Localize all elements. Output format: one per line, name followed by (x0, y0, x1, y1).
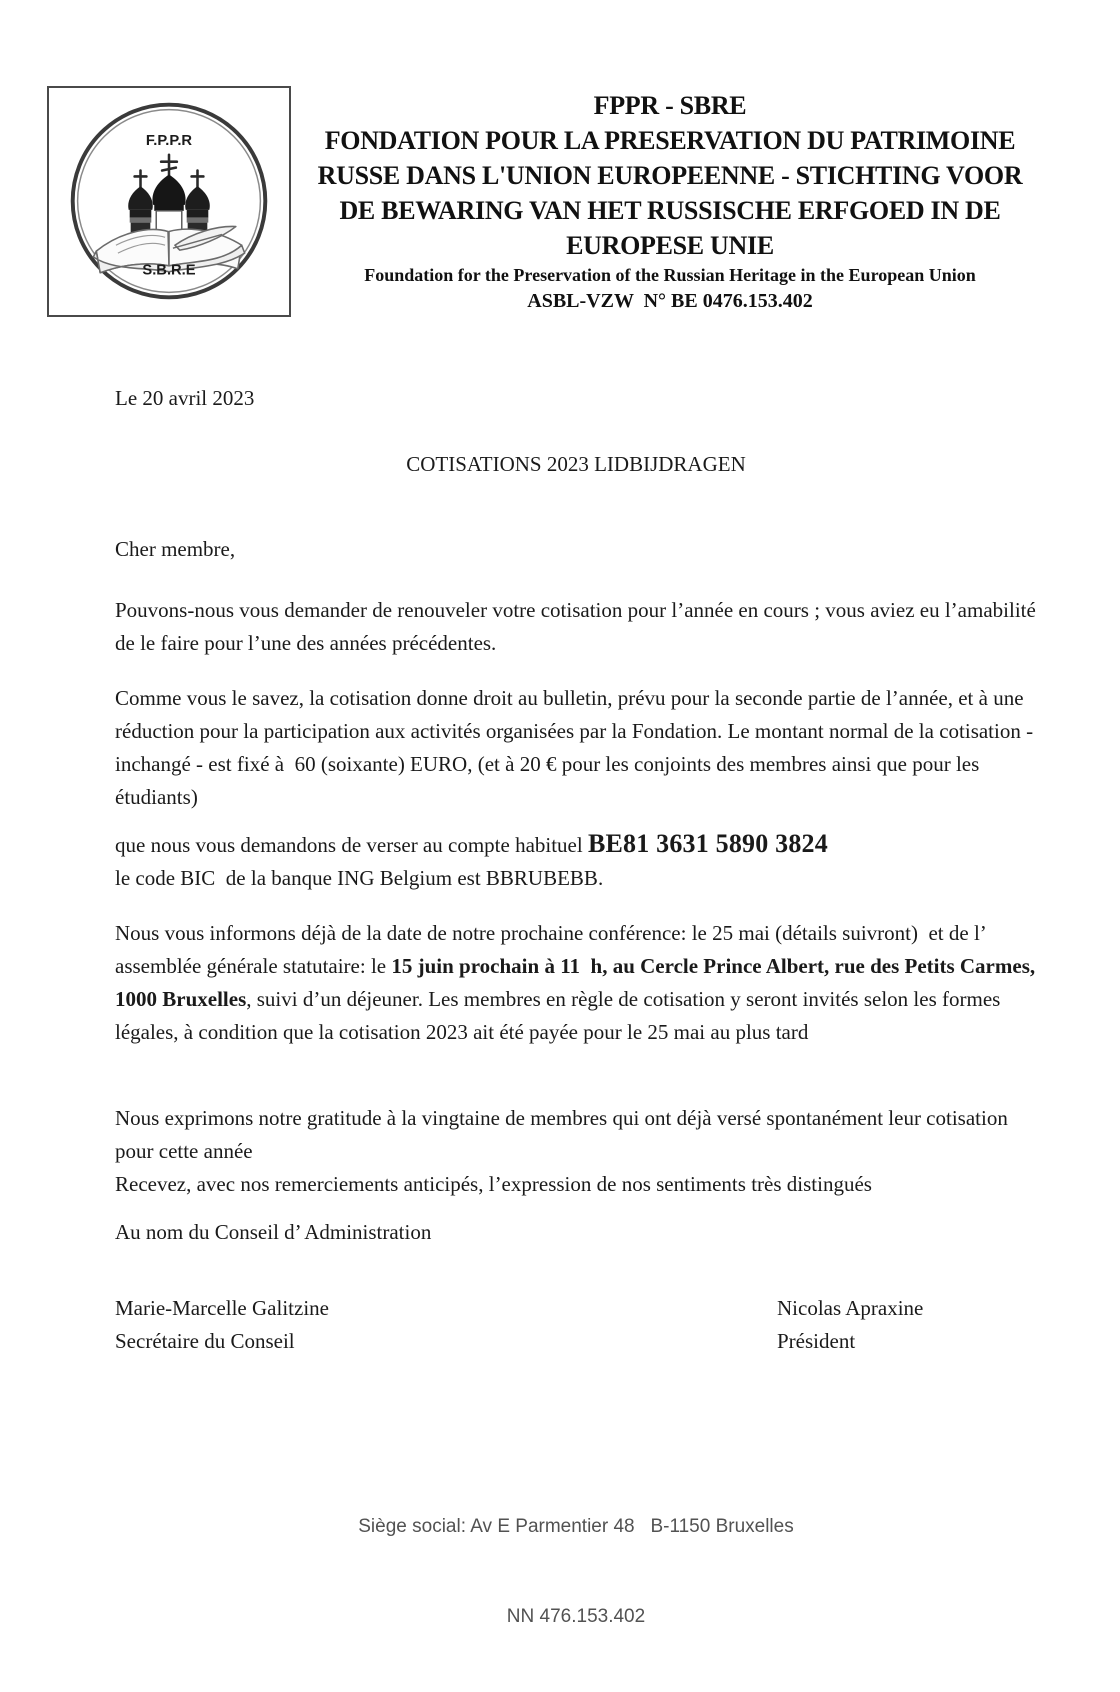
paragraph-agenda (115, 917, 1041, 1049)
account-text: que nous vous demandons de verser au compte habituel (115, 833, 588, 857)
footer (115, 1452, 1037, 1692)
gratitude-text: Nous exprimons notre gratitude à la vingtaine de membres qui ont déjà versé spontanément leur cotisation pour cette année (115, 1106, 1014, 1163)
president-name: Nicolas Apraxine (777, 1296, 924, 1320)
org-full-name-line3: DE BEWARING VAN HET RUSSISCHE ERFGOED IN DE (339, 196, 1001, 225)
agenda-meeting-details: 15 juin prochain à 11 h, au Cercle Prince Albert, rue des Petits Carmes, 1000 Bruxelles (115, 954, 1041, 1011)
logo-top-label: F.P.P.R (145, 132, 193, 149)
signature-block-secretary (115, 1292, 565, 1358)
fppr-sbre-logo-icon (49, 88, 289, 315)
org-full-name-line4: EUROPESE UNIE (566, 231, 774, 260)
letter-date: Le 20 avril 2023 (115, 386, 255, 410)
org-full-name-line1: FONDATION POUR LA PRESERVATION DU PATRIMOINE (324, 126, 1016, 155)
signature-block-president (777, 1292, 1107, 1358)
logo-bottom-label: S.B.R.E (142, 262, 196, 279)
letterhead (296, 88, 1044, 315)
salutation: Cher membre, (115, 537, 236, 561)
letter-subject: COTISATIONS 2023 LIDBIJDRAGEN (406, 452, 746, 476)
iban-number: BE81 3631 5890 3824 (587, 829, 828, 858)
closing-line: Au nom du Conseil d’ Administration (115, 1220, 432, 1244)
bic-text: le code BIC de la banque ING Belgium est BBRUBEBB. (115, 866, 604, 890)
footer-national-number: NN 476.153.402 (506, 1606, 646, 1627)
org-registration-number: ASBL-VZW N° BE 0476.153.402 (527, 290, 813, 312)
secretary-title: Secrétaire du Conseil (115, 1329, 295, 1353)
agenda-text-2: , suivi d’un déjeuner. Les membres en règle de cotisation y seront invités selon les formes légales, à condition que la cotisation 2023 ait été payée pour le 25 mai au plus tard (115, 987, 1006, 1044)
valediction-text: Recevez, avec nos remerciements anticipés, l’expression de nos sentiments très distingués (115, 1172, 872, 1196)
agenda-text-1: Nous vous informons déjà de la date de notre prochaine conférence: le 25 mai (détails suivront) et de l’ assemblée générale statutaire: le (115, 921, 991, 978)
footer-address: Siège social: Av E Parmentier 48 B-1150 Bruxelles (358, 1516, 794, 1537)
org-short-name: FPPR - SBRE (593, 91, 747, 120)
secretary-name: Marie-Marcelle Galitzine (115, 1296, 329, 1320)
president-title: Président (777, 1329, 856, 1353)
foundation-logo-box (47, 86, 291, 317)
paragraph-renewal: Pouvons-nous vous demander de renouveler votre cotisation pour l’année en cours ; vous aviez eu l’amabilité de le faire pour l’une des années précédentes. (115, 598, 1042, 655)
paragraph-gratitude (115, 1102, 1037, 1201)
org-full-name-line2: RUSSE DANS L'UNION EUROPEENNE - STICHTING VOOR (317, 161, 1023, 190)
paragraph-account (115, 829, 1037, 895)
paragraph-amount: Comme vous le savez, la cotisation donne droit au bulletin, prévu pour la seconde partie de l’année, et à une réduction pour la participation aux activités organisées par la Fondation. Le montant normal de la cotisation - inchangé - est fixé à 60 (soixante) EURO, (et à 20 € pour les conjoints des membres ainsi que pour les étudiants) (115, 686, 1039, 809)
org-english-name: Foundation for the Preservation of the Russian Heritage in the European Union (364, 265, 976, 285)
